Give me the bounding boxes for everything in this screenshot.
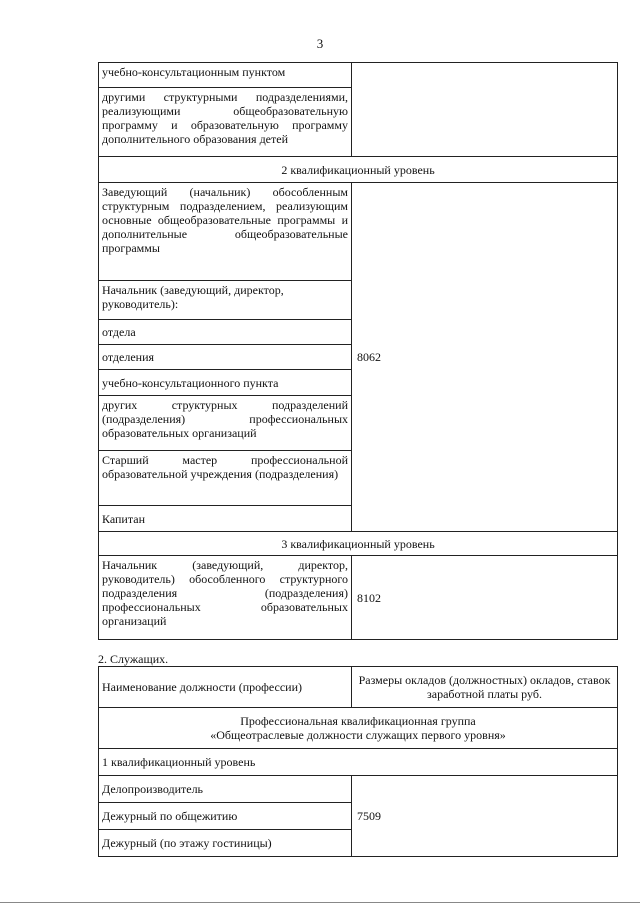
qualification-level-heading: 2 квалификационный уровень — [99, 157, 618, 183]
salary-value: 7509 — [352, 776, 618, 857]
position-cell: отделения — [99, 345, 352, 370]
position-cell: другими структурными подразделениями, реализующими общеобразовательную программу и образовательную программу дополнительного образования детей — [99, 88, 352, 157]
column-header-name: Наименование должности (профессии) — [99, 667, 352, 708]
section-heading: 2. Служащих. — [98, 652, 169, 666]
position-cell: Начальник (заведующий, директор, руководитель) обособленного структурного подразделения (подразделения) профессиональных образовательных организаций — [99, 556, 352, 640]
position-cell: отдела — [99, 320, 352, 345]
salary-value: 8102 — [352, 556, 618, 640]
position-cell: Дежурный по общежитию — [99, 803, 352, 830]
group-heading-line1: Профессиональная квалификационная группа — [240, 714, 476, 728]
group-heading-line2: «Общеотраслевые должности служащих первого уровня» — [210, 728, 506, 742]
positions-table-1 — [98, 62, 618, 640]
position-cell: Старший мастер профессиональной образовательной учреждения (подразделения) — [99, 451, 352, 506]
qualification-level-heading: 1 квалификационный уровень — [99, 749, 618, 776]
position-cell: учебно-консультационным пунктом — [99, 63, 352, 88]
column-header-salary: Размеры окладов (должностных) окладов, ставок заработной платы руб. — [352, 667, 618, 708]
group-heading — [99, 708, 618, 749]
scan-edge-line — [0, 902, 640, 903]
position-cell: Делопроизводитель — [99, 776, 352, 803]
position-cell: Начальник (заведующий, директор, руководитель): — [99, 281, 352, 320]
position-cell: Дежурный (по этажу гостиницы) — [99, 830, 352, 857]
salary-cell-empty — [352, 63, 618, 157]
page-number: 3 — [316, 36, 324, 51]
position-cell: Заведующий (начальник) обособленным структурным подразделением, реализующим основные общеобразовательные программы и дополнительные общеобразовательные программы — [99, 183, 352, 281]
position-cell: других структурных подразделений (подразделения) профессиональных образовательных организаций — [99, 396, 352, 451]
positions-table-2 — [98, 666, 618, 857]
salary-value: 8062 — [352, 183, 618, 532]
position-cell: Капитан — [99, 506, 352, 532]
qualification-level-heading: 3 квалификационный уровень — [99, 532, 618, 556]
position-cell: учебно-консультационного пункта — [99, 370, 352, 396]
